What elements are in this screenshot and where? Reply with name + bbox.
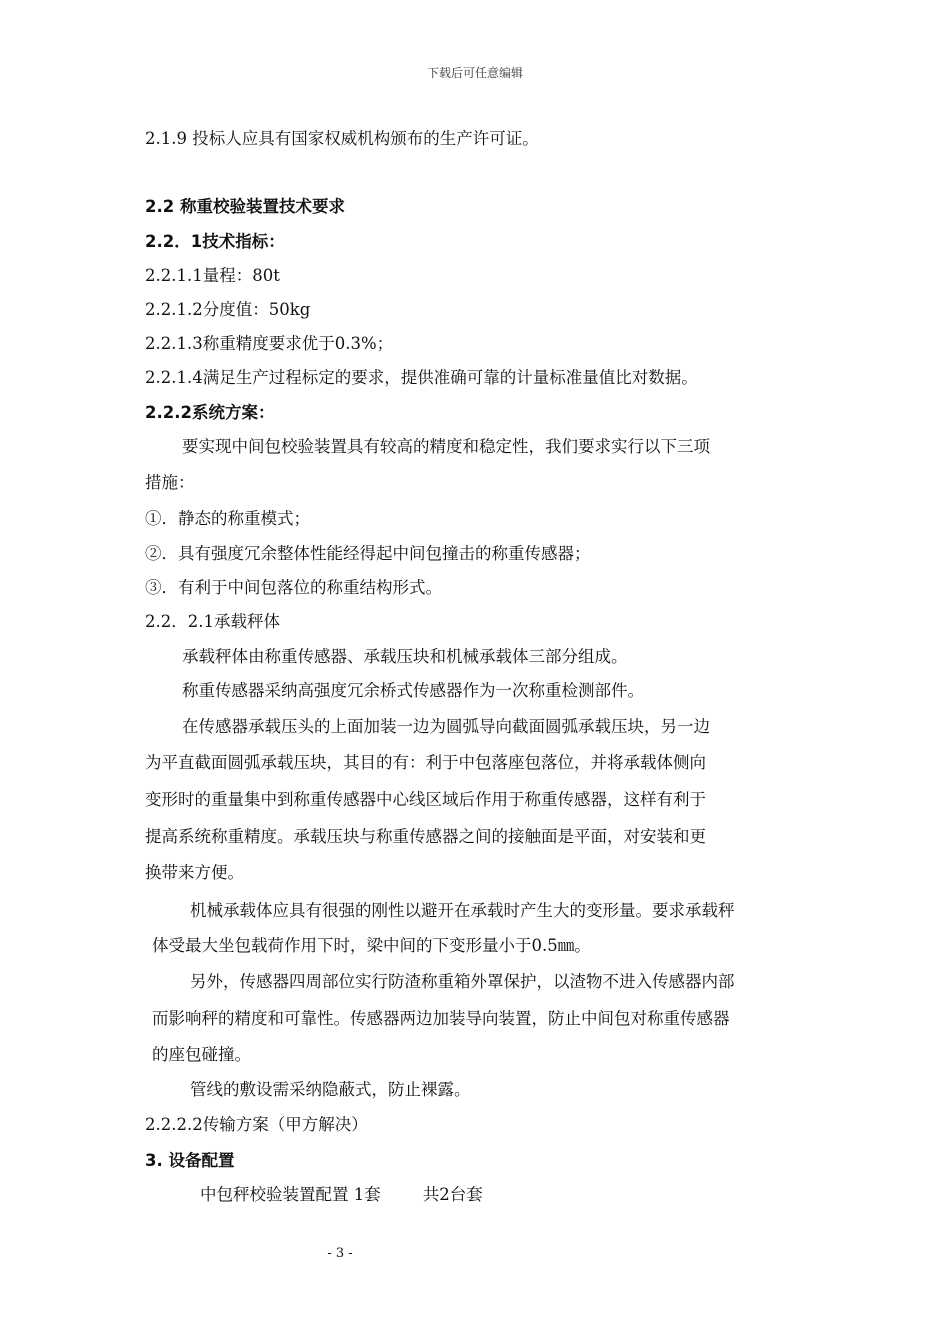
paragraph-line: 为平直截面圆弧承载压块，其目的有：利于中包落座包落位，并将承载体侧向 <box>145 753 706 772</box>
section-heading-2-2: 2.2 称重校验装置技术要求 <box>145 197 345 216</box>
paragraph-line: 而影响秤的精度和可靠性。传感器两边加装导向装置，防止中间包对称重传感器 <box>152 1009 730 1028</box>
paragraph-line: 变形时的重量集中到称重传感器中心线区域后作用于称重传感器，这样有利于 <box>145 790 706 809</box>
clause-2-2-1-3: 2.2.1.3称重精度要求优于0.3%； <box>145 334 394 353</box>
list-item-3: ③．有利于中间包落位的称重结构形式。 <box>145 578 442 597</box>
subheading-2-2-2: 2.2.2系统方案： <box>145 403 275 422</box>
clause-2-2-1-2: 2.2.1.2分度值：50kg <box>145 300 311 319</box>
clause-2-2-1-4: 2.2.1.4满足生产过程标定的要求，提供准确可靠的计量标准量值比对数据。 <box>145 368 698 387</box>
paragraph-line: 另外，传感器四周部位实行防渣称重箱外罩保护，以渣物不进入传感器内部 <box>190 972 735 991</box>
paragraph-line: 称重传感器采纳高强度冗余桥式传感器作为一次称重检测部件。 <box>182 681 644 700</box>
paragraph-line: 承载秤体由称重传感器、承载压块和机械承载体三部分组成。 <box>182 647 628 666</box>
paragraph-line: 要实现中间包校验装置具有较高的精度和稳定性，我们要求实行以下三项 <box>182 437 710 456</box>
subheading-2-2-1: 2.2．1技术指标： <box>145 232 285 251</box>
page-number: - 3 - <box>327 1246 353 1261</box>
paragraph-line: 在传感器承载压头的上面加装一边为圆弧导向截面圆弧承载压块，另一边 <box>182 717 710 736</box>
equipment-config-line: 中包秤校验装置配置 1套 共2台套 <box>200 1185 483 1204</box>
paragraph-line: 管线的敷设需采纳隐蔽式，防止裸露。 <box>190 1080 471 1099</box>
section-heading-3: 3. 设备配置 <box>145 1151 235 1170</box>
page-header: 下载后可任意编辑 <box>426 66 523 80</box>
paragraph-line: 机械承载体应具有很强的刚性以避开在承载时产生大的变形量。要求承载秤 <box>190 901 735 920</box>
paragraph-line: 的座包碰撞。 <box>152 1045 251 1064</box>
list-item-1: ①．静态的称重模式； <box>145 509 310 528</box>
list-item-2: ②．具有强度冗余整体性能经得起中间包撞击的称重传感器； <box>145 544 591 563</box>
paragraph-line: 换带来方便。 <box>145 863 244 882</box>
clause-2-2-2-2: 2.2.2.2传输方案（甲方解决） <box>145 1115 368 1134</box>
paragraph-line: 体受最大坐包载荷作用下时，梁中间的下变形量小于0.5㎜。 <box>152 936 591 955</box>
paragraph-line: 提高系统称重精度。承载压块与称重传感器之间的接触面是平面，对安装和更 <box>145 827 706 846</box>
clause-2-2-1-1: 2.2.1.1量程：80t <box>145 266 280 285</box>
clause-2-2-2-1: 2.2．2.1承载秤体 <box>145 612 280 631</box>
paragraph-line: 措施： <box>145 473 195 492</box>
clause-2-1-9: 2.1.9 投标人应具有国家权威机构颁布的生产许可证。 <box>145 129 539 148</box>
